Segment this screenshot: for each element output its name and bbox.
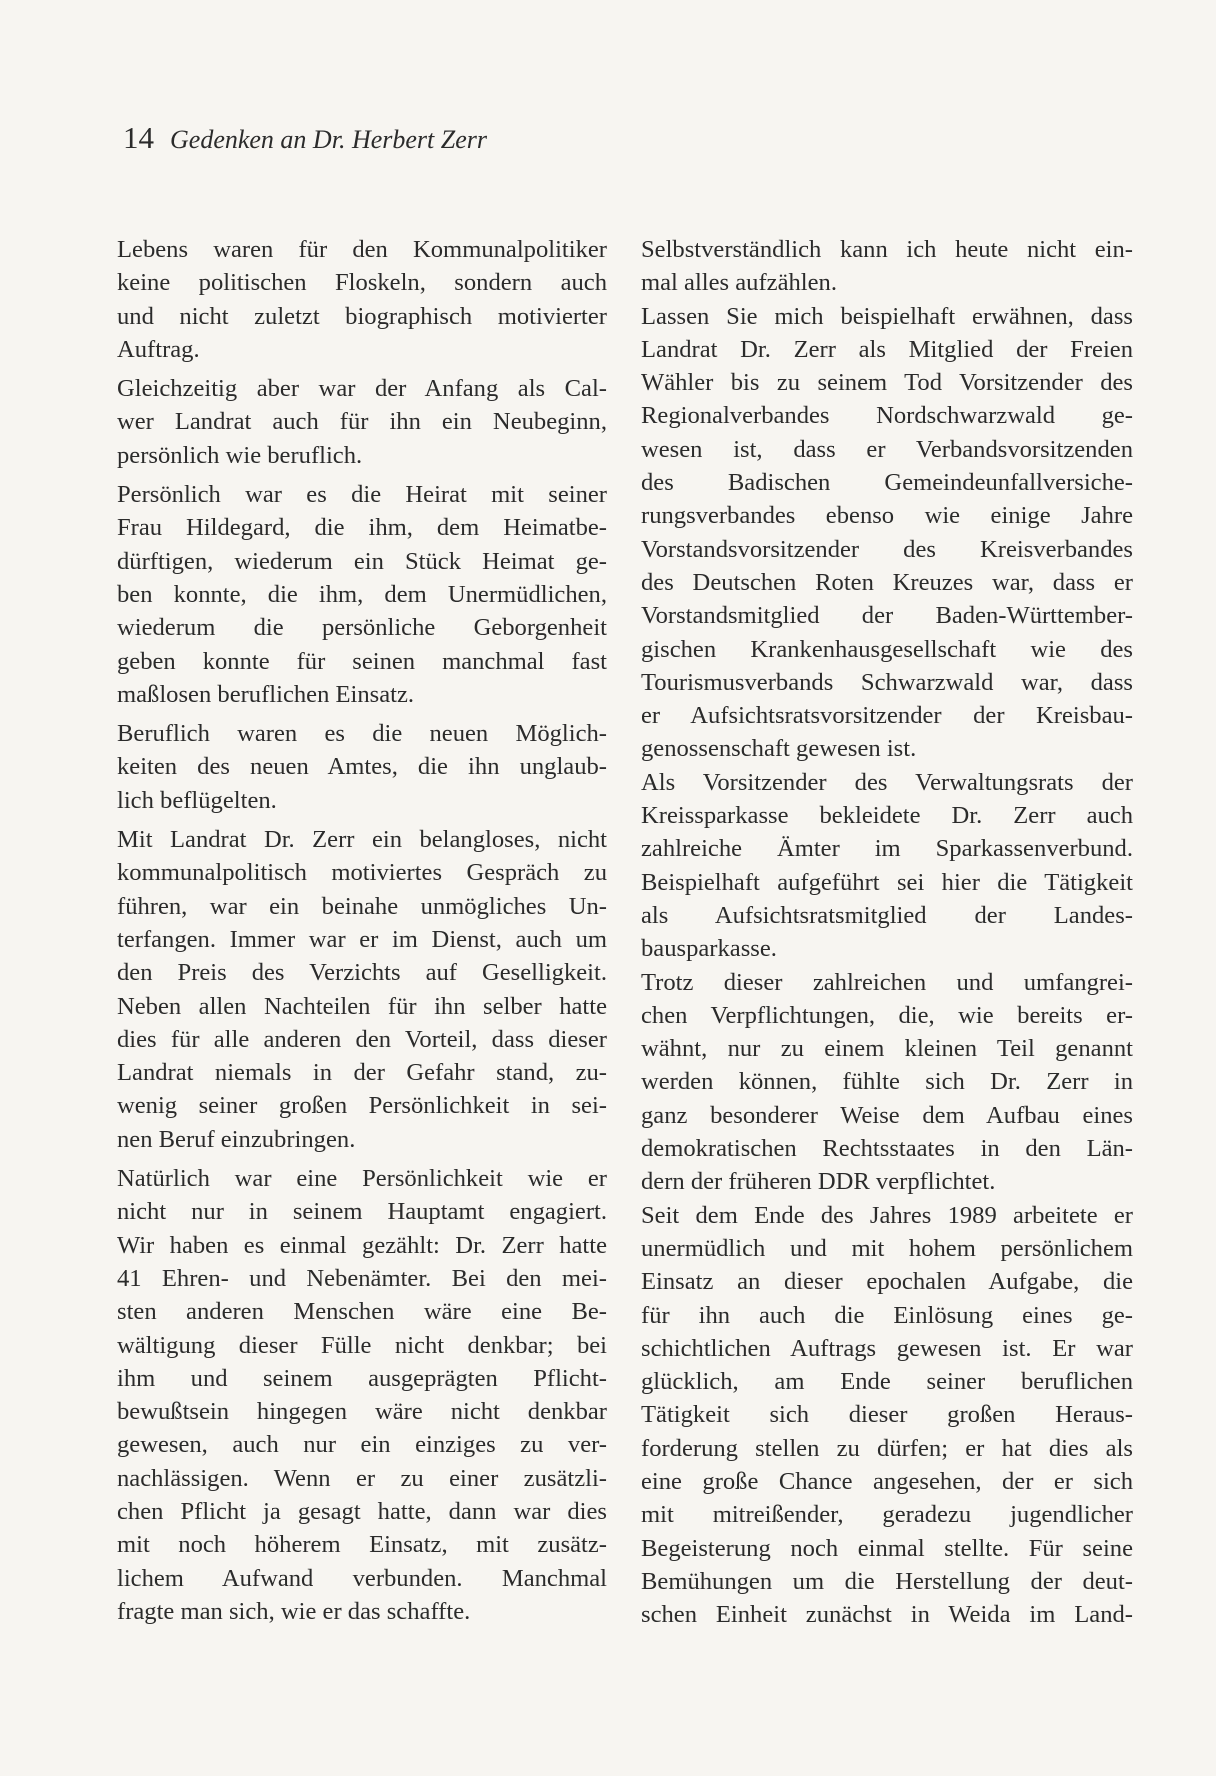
paragraph	[117, 1162, 607, 1628]
text-line: Bemühungen um die Herstellung der deut-	[641, 1567, 1133, 1595]
paragraph	[641, 766, 1133, 966]
text-line: ganz besonderer Weise dem Aufbau eines	[641, 1101, 1133, 1129]
text-line: er Aufsichtsratsvorsitzender der Kreisbau-	[641, 702, 1133, 730]
text-line: Vorstandsvorsitzender des Kreisverbandes	[641, 535, 1133, 563]
text-line: fragte man sich, wie er das schaffte.	[117, 1597, 471, 1625]
text-line: genossenschaft gewesen ist.	[641, 735, 917, 763]
text-line: lich beflügelten.	[117, 786, 277, 814]
paragraph	[117, 717, 607, 817]
text-line: Neben allen Nachteilen für ihn selber hatte	[117, 992, 607, 1020]
text-line: als Aufsichtsratsmitglied der Landes-	[641, 901, 1133, 929]
text-line: Lebens waren für den Kommunalpolitiker	[117, 236, 607, 263]
paragraph	[117, 823, 607, 1156]
page-number: 14	[123, 120, 154, 155]
text-line: bewußtsein hingegen wäre nicht denkbar	[117, 1398, 607, 1426]
text-line: Seit dem Ende des Jahres 1989 arbeitete er	[641, 1201, 1133, 1229]
text-line: keine politischen Floskeln, sondern auch	[117, 269, 607, 297]
text-line: gewesen, auch nur ein einziges zu ver-	[117, 1431, 607, 1459]
text-line: schen Einheit zunächst in Weida im Land-	[641, 1601, 1133, 1629]
text-line: ihm und seinem ausgeprägten Pflicht-	[117, 1364, 607, 1392]
text-line: wähnt, nur zu einem kleinen Teil genannt	[641, 1035, 1133, 1063]
text-line: Landrat niemals in der Gefahr stand, zu-	[117, 1059, 607, 1087]
text-line: Trotz dieser zahlreichen und umfangrei-	[641, 968, 1133, 996]
text-line: Einsatz an dieser epochalen Aufgabe, die	[641, 1268, 1133, 1296]
text-line: Mit Landrat Dr. Zerr ein belangloses, nicht	[117, 826, 607, 854]
text-line: dern der früheren DDR verpflichtet.	[641, 1168, 996, 1196]
text-line: wältigung dieser Fülle nicht denkbar; bei	[117, 1331, 607, 1359]
text-line: führen, war ein beinahe unmögliches Un-	[117, 892, 607, 920]
text-line: 41 Ehren- und Nebenämter. Bei den mei-	[117, 1264, 607, 1292]
paragraph	[117, 233, 607, 366]
text-line: nen Beruf einzubringen.	[117, 1125, 356, 1153]
text-line: mit noch höherem Einsatz, mit zusätz-	[117, 1531, 607, 1559]
paragraph	[641, 233, 1133, 300]
text-line: mit mitreißender, geradezu jugendlicher	[641, 1501, 1133, 1529]
text-line: Vorstandsmitglied der Baden-Württember-	[641, 602, 1133, 630]
paragraph	[117, 478, 607, 711]
text-line: und nicht zuletzt biographisch motivierter	[117, 302, 607, 330]
text-line: Beispielhaft aufgeführt sei hier die Tätigkeit	[641, 868, 1133, 896]
text-line: sten anderen Menschen wäre eine Be-	[117, 1298, 607, 1326]
text-line: chen Pflicht ja gesagt hatte, dann war dies	[117, 1497, 607, 1525]
text-line: Beruflich waren es die neuen Möglich-	[117, 720, 607, 748]
running-head	[123, 120, 487, 158]
left-column	[117, 233, 607, 1628]
text-line: Natürlich war eine Persönlichkeit wie er	[117, 1165, 607, 1193]
text-line: Frau Hildegard, die ihm, dem Heimatbe-	[117, 514, 607, 542]
paragraph	[641, 300, 1133, 766]
text-line: terfangen. Immer war er im Dienst, auch um	[117, 925, 607, 953]
text-line: unermüdlich und mit hohem persönlichem	[641, 1234, 1133, 1262]
text-line: Selbstverständlich kann ich heute nicht ein-	[641, 236, 1133, 263]
text-line: wenig seiner großen Persönlichkeit in sei-	[117, 1092, 607, 1120]
text-line: zahlreiche Ämter im Sparkassenverbund.	[641, 835, 1133, 863]
text-line: gischen Krankenhausgesellschaft wie des	[641, 635, 1133, 663]
text-line: Wähler bis zu seinem Tod Vorsitzender des	[641, 369, 1133, 397]
text-line: schichtlichen Auftrags gewesen ist. Er war	[641, 1334, 1133, 1362]
text-line: Lassen Sie mich beispielhaft erwähnen, dass	[641, 302, 1133, 330]
text-line: mal alles aufzählen.	[641, 269, 837, 297]
text-line: dürftigen, wiederum ein Stück Heimat ge-	[117, 547, 607, 575]
text-line: Persönlich war es die Heirat mit seiner	[117, 481, 607, 509]
right-column	[641, 233, 1133, 1631]
text-line: des Deutschen Roten Kreuzes war, dass er	[641, 568, 1133, 596]
text-line: glücklich, am Ende seiner beruflichen	[641, 1368, 1133, 1396]
text-line: Kreissparkasse bekleidete Dr. Zerr auch	[641, 802, 1133, 830]
text-line: ben konnte, die ihm, dem Unermüdlichen,	[117, 580, 607, 608]
text-line: nicht nur in seinem Hauptamt engagiert.	[117, 1198, 607, 1226]
text-line: Als Vorsitzender des Verwaltungsrats der	[641, 768, 1133, 796]
text-line: für ihn auch die Einlösung eines ge-	[641, 1301, 1133, 1329]
text-line: lichem Aufwand verbunden. Manchmal	[117, 1564, 607, 1592]
text-line: Auftrag.	[117, 335, 200, 363]
text-line: rungsverbandes ebenso wie einige Jahre	[641, 502, 1133, 530]
text-line: eine große Chance angesehen, der er sich	[641, 1467, 1133, 1495]
text-line: forderung stellen zu dürfen; er hat dies als	[641, 1434, 1133, 1462]
paragraph	[117, 372, 607, 472]
text-line: den Preis des Verzichts auf Geselligkeit.	[117, 959, 607, 987]
text-line: maßlosen beruflichen Einsatz.	[117, 680, 415, 708]
text-line: Tourismusverbands Schwarzwald war, dass	[641, 668, 1133, 696]
text-line: bausparkasse.	[641, 935, 777, 963]
paragraph	[641, 966, 1133, 1199]
text-line: demokratischen Rechtsstaates in den Län-	[641, 1135, 1133, 1163]
text-line: des Badischen Gemeindeunfallversiche-	[641, 469, 1133, 497]
text-line: wer Landrat auch für ihn ein Neubeginn,	[117, 408, 607, 436]
text-line: Wir haben es einmal gezählt: Dr. Zerr hatte	[117, 1231, 607, 1259]
text-line: wesen ist, dass er Verbandsvorsitzenden	[641, 435, 1133, 463]
text-line: wiederum die persönliche Geborgenheit	[117, 614, 607, 642]
text-line: werden können, fühlte sich Dr. Zerr in	[641, 1068, 1133, 1096]
text-line: nachlässigen. Wenn er zu einer zusätzli-	[117, 1464, 607, 1492]
text-line: keiten des neuen Amtes, die ihn unglaub-	[117, 753, 607, 781]
text-line: geben konnte für seinen manchmal fast	[117, 647, 607, 675]
text-line: Gleichzeitig aber war der Anfang als Cal-	[117, 375, 607, 403]
text-line: dies für alle anderen den Vorteil, dass dieser	[117, 1025, 607, 1053]
text-line: chen Verpflichtungen, die, wie bereits er-	[641, 1001, 1133, 1029]
text-line: Begeisterung noch einmal stellte. Für seine	[641, 1534, 1133, 1562]
running-title: Gedenken an Dr. Herbert Zerr	[170, 125, 488, 154]
text-line: Landrat Dr. Zerr als Mitglied der Freien	[641, 335, 1133, 363]
text-line: Tätigkeit sich dieser großen Heraus-	[641, 1401, 1133, 1429]
text-line: kommunalpolitisch motiviertes Gespräch zu	[117, 859, 607, 887]
text-line: persönlich wie beruflich.	[117, 441, 363, 469]
text-line: Regionalverbandes Nordschwarzwald ge-	[641, 402, 1133, 430]
paragraph	[641, 1199, 1133, 1632]
